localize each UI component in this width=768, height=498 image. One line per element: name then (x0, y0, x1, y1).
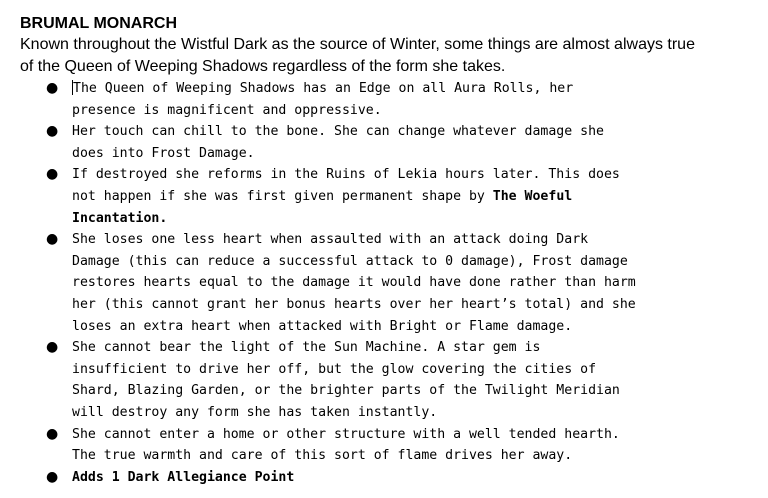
item-line: her (this cannot grant her bonus hearts over her heart’s total) and she (72, 296, 636, 312)
item-line: loses an extra heart when attacked with Bright or Flame damage. (72, 318, 573, 334)
item-line: The true warmth and care of this sort of flame drives her away. (72, 448, 573, 464)
bullet-icon: ● (46, 339, 59, 356)
intro-paragraph (20, 34, 760, 78)
item-line: does into Frost Damage. (72, 145, 255, 161)
bullet-icon: ● (46, 468, 59, 485)
item-line: Her touch can chill to the bone. She can change whatever damage she (72, 124, 604, 140)
list-item (20, 229, 760, 337)
item-line: Shard, Blazing Garden, or the brighter parts of the Twilight Meridian (72, 383, 620, 399)
item-line-bold: Incantation. (72, 210, 168, 226)
bullet-icon: ● (46, 425, 59, 442)
bullet-icon: ● (46, 80, 59, 96)
item-line[interactable]: The Queen of Weeping Shadows has an Edge on all Aura Rolls, her (73, 81, 574, 96)
document (20, 14, 760, 488)
intro-line-1: Known throughout the Wistful Dark as the source of Winter, some things are almost always true (20, 36, 695, 53)
item-line: restores hearts equal to the damage it would have done rather than harm (72, 275, 636, 291)
section-heading: BRUMAL MONARCH (20, 15, 178, 32)
intro-line-2: of the Queen of Weeping Shadows regardless of the form she takes. (20, 58, 506, 75)
incantation-name: The Woeful (492, 188, 573, 204)
list-item (20, 337, 760, 423)
list-item (20, 164, 760, 229)
list-item (20, 424, 760, 467)
list-item (20, 467, 760, 489)
item-line: presence is magnificent and oppressive. (72, 102, 382, 118)
item-line: insufficient to drive her off, but the glow covering the cities of (72, 361, 597, 377)
list-item (20, 78, 760, 121)
bullet-icon: ● (46, 166, 59, 183)
item-line: She cannot bear the light of the Sun Machine. A star gem is (72, 340, 541, 356)
item-line: Damage (this can reduce a successful attack to 0 damage), Frost damage (72, 253, 628, 269)
item-line: not happen if she was first given permanent shape by The Woeful (72, 188, 573, 204)
bullet-icon: ● (46, 123, 59, 140)
list-item (20, 121, 760, 164)
item-line: If destroyed she reforms in the Ruins of Lekia hours later. This does (72, 167, 620, 183)
item-line: She cannot enter a home or other structure with a well tended hearth. (72, 426, 620, 442)
item-line: will destroy any form she has taken instantly. (72, 404, 438, 420)
trait-list (20, 78, 760, 488)
allegiance-point-line: Adds 1 Dark Allegiance Point (72, 469, 295, 485)
item-line: She loses one less heart when assaulted with an attack doing Dark (72, 232, 589, 248)
bullet-icon: ● (46, 231, 59, 248)
